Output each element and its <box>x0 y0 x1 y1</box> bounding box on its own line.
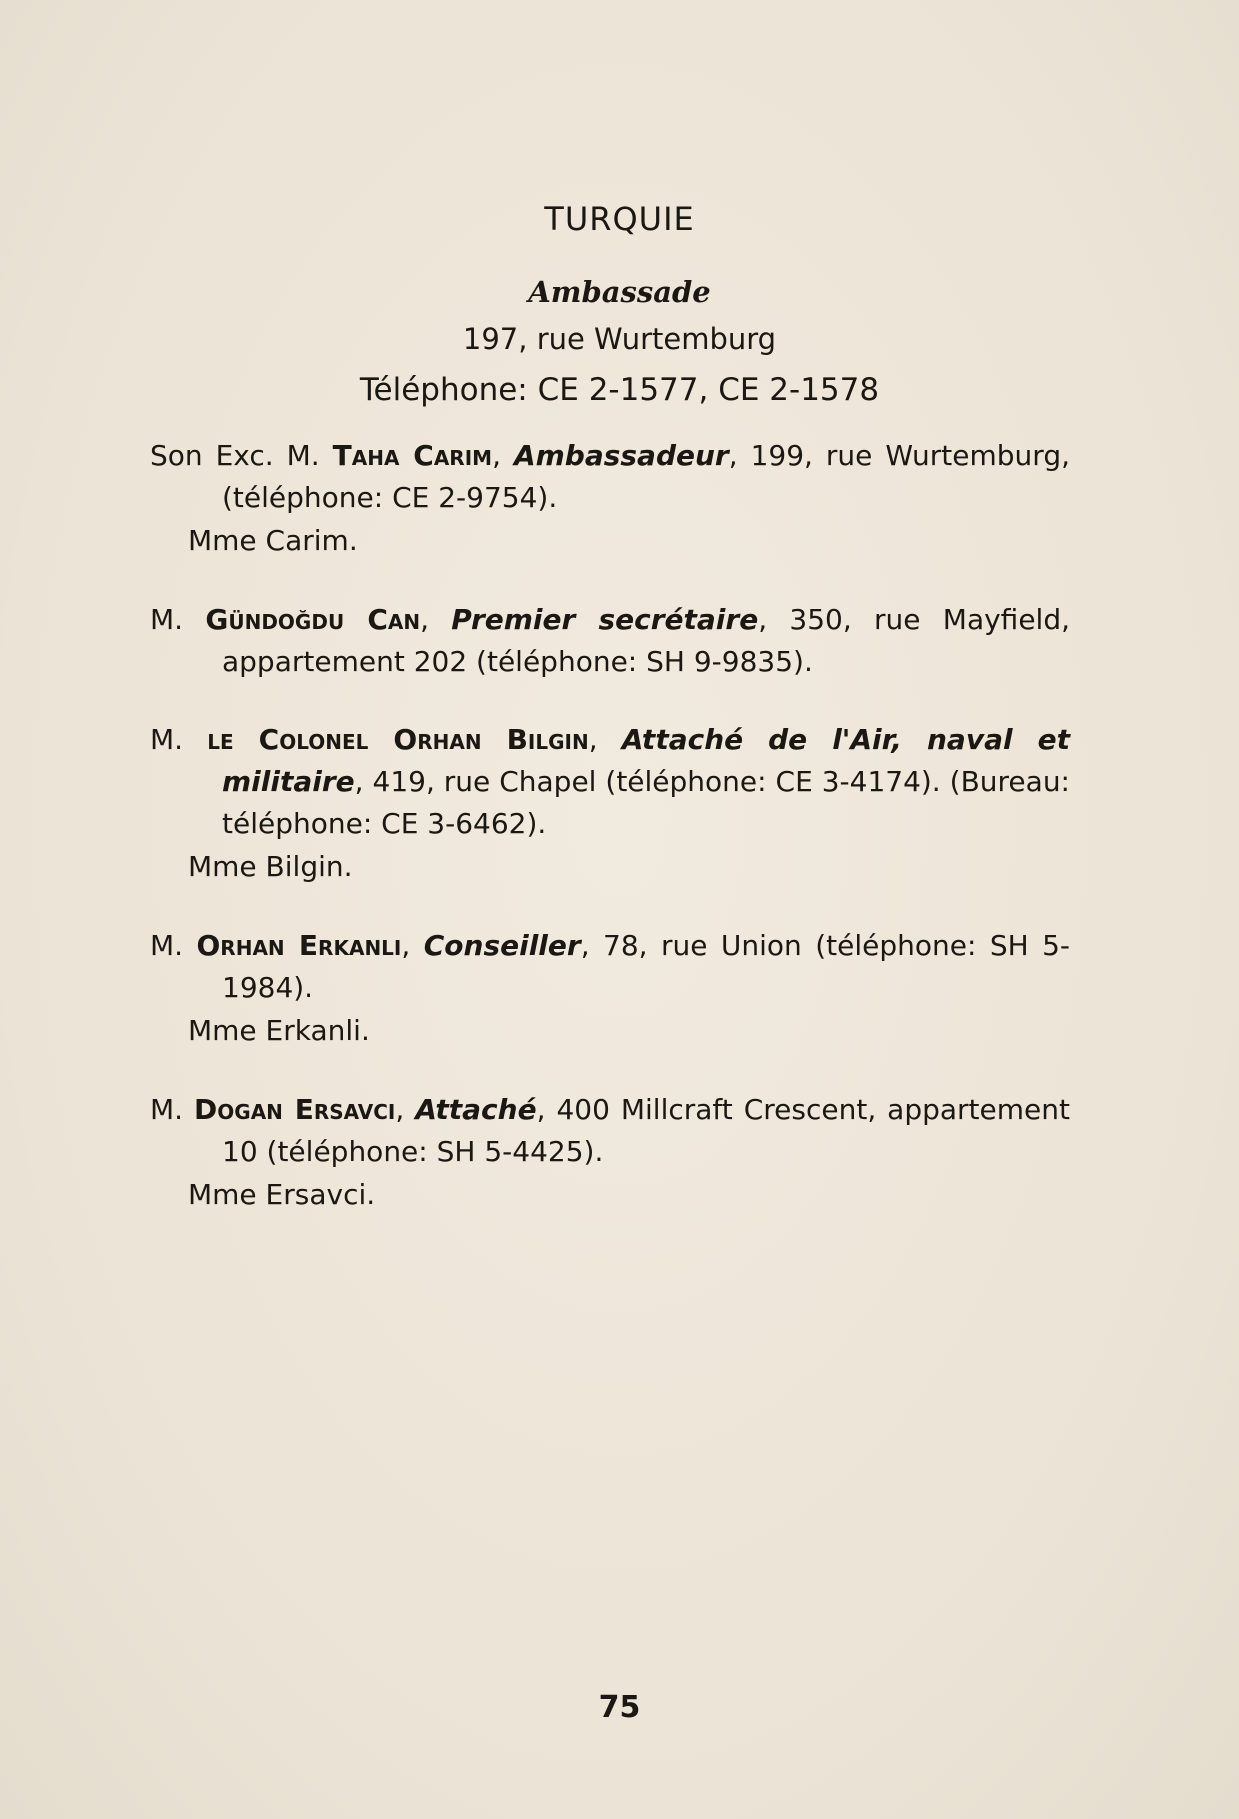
staff-entry <box>150 599 1070 683</box>
entry-main: M. Gündoğdu Can, Premier secrétaire, 350, rue Mayfield, appartement 202 (téléphone: SH 9-9835). <box>150 603 1071 678</box>
staff-list <box>150 435 1070 1253</box>
entry-details: , 400 Millcraft Crescent, appartement 10 (téléphone: SH 5-4425). <box>222 1093 1070 1168</box>
entry-title: Premier secrétaire <box>451 603 759 636</box>
entry-spouse: Mme Carim. <box>188 524 358 557</box>
entry-name: Taha Carim <box>332 439 493 472</box>
entry-name: Gündoğdu Can <box>205 603 421 636</box>
staff-entry <box>150 925 1070 1053</box>
entry-name: le Colonel Orhan Bilgin <box>207 723 589 756</box>
staff-entry <box>150 719 1070 889</box>
entry-prefix: M. <box>150 1093 195 1126</box>
entry-main: M. Orhan Erkanli, Conseiller, 78, rue Union (téléphone: SH 5-1984). <box>150 929 1071 1004</box>
entry-details: , 199, rue Wurtemburg, (téléphone: CE 2-9754). <box>222 439 1070 514</box>
entry-name: Orhan Erkanli <box>196 929 402 962</box>
entry-prefix: M. <box>150 929 197 962</box>
staff-entry <box>150 1089 1070 1217</box>
entry-details: , 350, rue Mayfield, appartement 202 (téléphone: SH 9-9835). <box>222 603 1071 678</box>
entry-title: Ambassadeur <box>513 439 729 472</box>
section-subtitle: Ambassade <box>528 275 711 309</box>
entry-prefix: Son Exc. M. <box>150 439 333 472</box>
entry-main: M. Dogan Ersavci, Attaché, 400 Millcraft Crescent, appartement 10 (téléphone: SH 5-4425). <box>150 1093 1070 1168</box>
entry-title: Conseiller <box>423 929 581 962</box>
entry-name: Dogan Ersavci <box>194 1093 396 1126</box>
entry-main: M. le Colonel Orhan Bilgin, Attaché de l'Air, naval et militaire, 419, rue Chapel (téléphone: CE 3-4174). (Bureau: téléphone: CE 3-6462). <box>150 723 1070 840</box>
entry-title: Attaché de l'Air, naval et militaire <box>222 723 1070 798</box>
entry-title: Attaché <box>415 1093 537 1126</box>
entry-spouse: Mme Erkanli. <box>188 1014 370 1047</box>
entry-details: , 78, rue Union (téléphone: SH 5-1984). <box>222 929 1071 1004</box>
embassy-phone: Téléphone: CE 2-1577, CE 2-1578 <box>359 372 880 408</box>
country-heading: TURQUIE <box>544 200 695 238</box>
entry-prefix: M. <box>150 723 208 756</box>
page-number: 75 <box>598 1690 641 1725</box>
entry-prefix: M. <box>150 603 206 636</box>
entry-main: Son Exc. M. Taha Carim, Ambassadeur, 199, rue Wurtemburg, (téléphone: CE 2-9754). <box>150 439 1070 514</box>
staff-entry <box>150 435 1070 563</box>
entry-spouse: Mme Bilgin. <box>188 850 353 883</box>
entry-spouse: Mme Ersavci. <box>188 1178 376 1211</box>
entry-details: , 419, rue Chapel (téléphone: CE 3-4174). (Bureau: téléphone: CE 3-6462). <box>222 765 1070 840</box>
embassy-address: 197, rue Wurtemburg <box>462 322 777 356</box>
